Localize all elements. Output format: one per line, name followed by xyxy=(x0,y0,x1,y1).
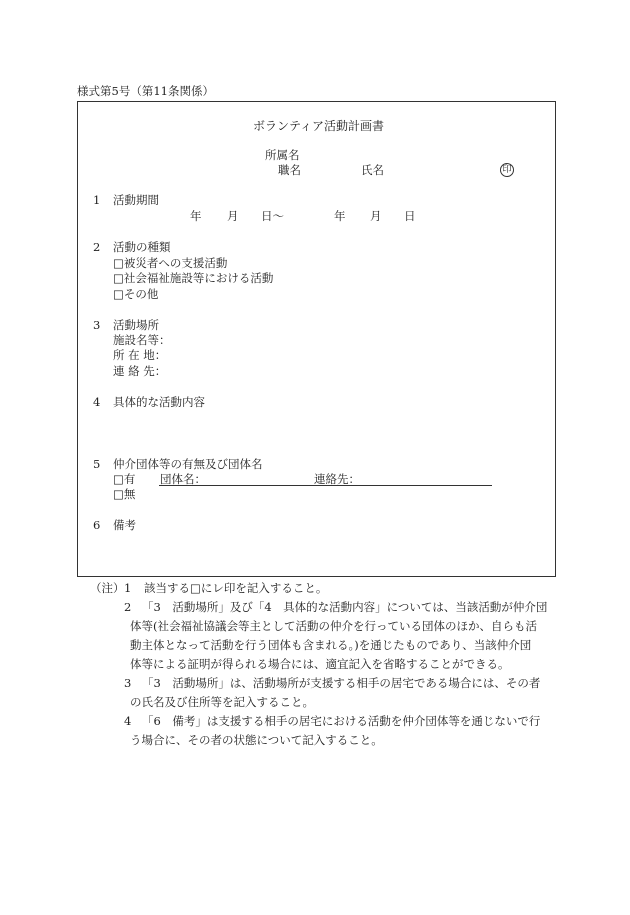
period-month-2: 月 xyxy=(370,209,382,223)
remarks-heading: 備考 xyxy=(113,518,136,532)
intermediary-yes-option[interactable]: □有 xyxy=(113,472,136,486)
org-name-label: 団体名： xyxy=(160,472,206,486)
note-line: 「3 活動場所」及び「4 具体的な活動内容」については、当該活動が仲介団 xyxy=(142,600,548,614)
contact-label: 連 絡 先： xyxy=(113,364,167,378)
note-line: 体等(社会福祉協議会等主として活動の仲介を行っている団体のほか、自らも活 xyxy=(130,619,537,633)
kind-option[interactable]: □被災者への支援活動 xyxy=(113,256,228,270)
intermediary-no-option[interactable]: □無 xyxy=(113,487,136,501)
note-number: 3 xyxy=(124,676,132,690)
section-number: 1 xyxy=(93,193,101,207)
period-year-2: 年 xyxy=(334,209,346,223)
period-day-2: 日 xyxy=(404,209,416,223)
position-label: 職名 xyxy=(278,163,301,177)
section-number: 2 xyxy=(93,240,101,254)
name-label: 氏名 xyxy=(361,163,384,177)
address-label: 所 在 地： xyxy=(113,348,167,362)
note-line: 「6 備考」は支援する相手の居宅における活動を仲介団体等を通じないで行 xyxy=(142,714,541,728)
period-heading: 活動期間 xyxy=(113,193,159,207)
affiliation-label: 所属名 xyxy=(265,148,300,162)
kind-heading: 活動の種類 xyxy=(113,240,171,254)
note-line: 動主体となって活動を行う団体も含まれる。)を通じたものであり、当該仲介団 xyxy=(130,638,532,652)
period-year: 年 xyxy=(190,209,202,223)
content-heading: 具体的な活動内容 xyxy=(113,395,205,409)
note-line: 該当する□にレ印を記入すること。 xyxy=(144,581,328,595)
seal-mark: 印 xyxy=(500,163,514,177)
note-line: の氏名及び住所等を記入すること。 xyxy=(130,695,314,709)
org-contact-label: 連絡先： xyxy=(314,472,360,486)
notes-label: （注） xyxy=(90,581,125,595)
period-month: 月 xyxy=(227,209,239,223)
section-number: 6 xyxy=(93,518,101,532)
note-line: う場合に、その者の状態について記入すること。 xyxy=(130,733,383,747)
intermediary-heading: 仲介団体等の有無及び団体名 xyxy=(113,457,263,471)
note-line: 「3 活動場所」は、活動場所が支援する相手の居宅である場合には、その者 xyxy=(142,676,541,690)
facility-label: 施設名等： xyxy=(113,333,171,347)
note-number: 2 xyxy=(124,600,132,614)
section-number: 5 xyxy=(93,457,101,471)
form-title: ボランティア活動計画書 xyxy=(253,119,385,133)
place-heading: 活動場所 xyxy=(113,318,159,332)
kind-option[interactable]: □その他 xyxy=(113,287,159,301)
org-underline xyxy=(159,485,492,486)
section-number: 4 xyxy=(93,395,101,409)
note-number: 4 xyxy=(124,714,132,728)
note-number: 1 xyxy=(124,581,132,595)
period-day-from: 日～ xyxy=(261,209,284,223)
form-number: 様式第5号（第11条関係） xyxy=(77,84,214,98)
section-number: 3 xyxy=(93,318,101,332)
note-line: 体等による証明が得られる場合には、適宜記入を省略することができる。 xyxy=(130,657,510,671)
kind-option[interactable]: □社会福祉施設等における活動 xyxy=(113,271,274,285)
